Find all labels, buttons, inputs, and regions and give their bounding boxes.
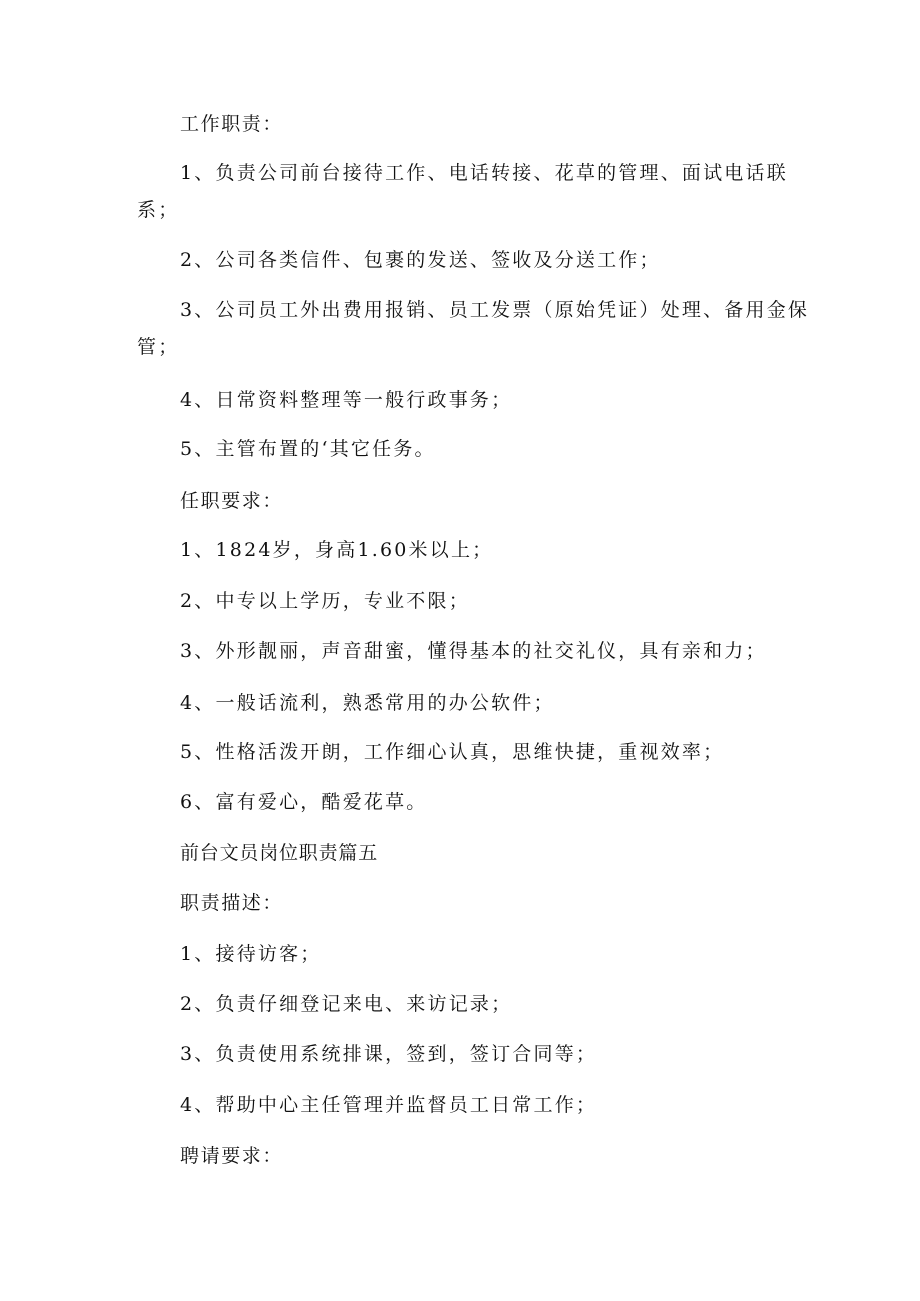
section-heading-hiring: 聘请要求： <box>180 1145 284 1167</box>
duty-item-3 <box>137 292 810 366</box>
duty-item-3-line-2: 管； <box>137 336 180 358</box>
description-item-2: 2、负责仔细登记来电、来访记录； <box>180 993 513 1015</box>
duty-item-1 <box>137 155 788 229</box>
duty-item-2: 2、公司各类信件、包裹的发送、签收及分送工作； <box>180 249 661 271</box>
requirement-item-2: 2、中专以上学历，专业不限； <box>180 590 470 612</box>
section-heading-description: 职责描述： <box>180 892 284 914</box>
section-heading-duties: 工作职责： <box>180 113 284 135</box>
requirement-item-5: 5、性格活泼开朗，工作细心认真，思维快捷，重视效率； <box>180 741 725 763</box>
requirement-item-3: 3、外形靓丽，声音甜蜜，懂得基本的社交礼仪，具有亲和力； <box>180 640 767 662</box>
duty-item-5: 5、主管布置的‘其它任务。 <box>180 438 436 460</box>
section-heading-requirements: 任职要求： <box>180 490 284 512</box>
duty-item-3-line-1: 3、公司员工外出费用报销、员工发票（原始凭证）处理、备用金保 <box>180 299 810 321</box>
description-item-1: 1、接待访客； <box>180 943 322 965</box>
duty-item-4: 4、日常资料整理等一般行政事务； <box>180 389 513 411</box>
description-item-4: 4、帮助中心主任管理并监督员工日常工作； <box>180 1094 598 1116</box>
duty-item-1-line-2: 系； <box>137 199 180 221</box>
requirement-item-4: 4、一般话流利，熟悉常用的办公软件； <box>180 692 555 714</box>
requirement-item-1: 1、1824岁，身高1.60米以上； <box>180 539 494 561</box>
duty-item-1-line-1: 1、负责公司前台接待工作、电话转接、花草的管理、面试电话联 <box>180 162 788 184</box>
description-item-3: 3、负责使用系统排课，签到，签订合同等； <box>180 1043 598 1065</box>
requirement-item-6: 6、富有爱心，酷爱花草。 <box>180 791 428 813</box>
section-heading-part-five: 前台文员岗位职责篇五 <box>180 842 379 864</box>
